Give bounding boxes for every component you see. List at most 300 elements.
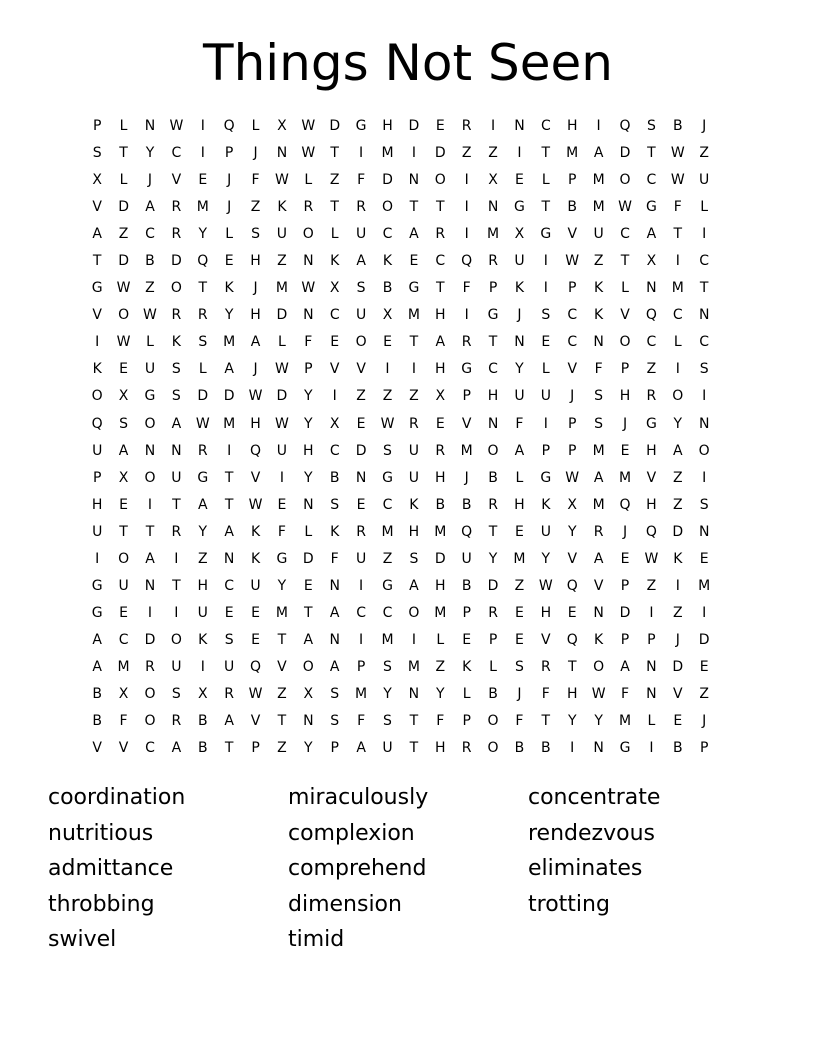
grid-cell: E <box>198 172 208 189</box>
grid-cell: V <box>356 361 366 378</box>
grid-cell: Z <box>382 388 393 405</box>
grid-cell: J <box>702 118 707 135</box>
grid-cell: I <box>702 226 707 243</box>
grid-cell: Y <box>145 145 155 162</box>
grid-cell: T <box>304 604 313 621</box>
grid-cell: M <box>460 442 473 459</box>
grid-cell: C <box>145 226 155 243</box>
grid-cell: S <box>330 686 340 702</box>
grid-cell: G <box>540 226 552 243</box>
grid-cell: J <box>227 172 232 189</box>
grid-cell: U <box>92 523 103 540</box>
grid-cell: Q <box>250 658 262 675</box>
grid-cell: H <box>197 577 209 594</box>
grid-cell: W <box>591 686 606 702</box>
grid-cell: I <box>702 469 707 486</box>
grid-cell: I <box>464 226 469 243</box>
grid-cell: M <box>196 199 209 216</box>
grid-cell: I <box>411 631 416 648</box>
grid-cell: P <box>462 713 471 730</box>
grid-cell: A <box>329 658 340 675</box>
grid-cell: S <box>646 118 656 135</box>
grid-cell: S <box>594 415 604 432</box>
grid-cell: U <box>171 469 182 486</box>
grid-cell: D <box>619 145 631 162</box>
grid-cell: Z <box>488 145 498 162</box>
grid-cell: A <box>92 658 102 675</box>
grid-cell: I <box>702 388 707 405</box>
grid-cell: M <box>592 172 605 189</box>
grid-cell: C <box>646 334 657 351</box>
grid-cell: Q <box>461 523 473 540</box>
grid-cell: M <box>381 523 394 540</box>
grid-cell: U <box>144 361 156 378</box>
grid-cell: M <box>592 199 605 216</box>
grid-row <box>84 465 717 492</box>
grid-cell: Q <box>197 253 209 270</box>
grid-cell: X <box>277 118 287 135</box>
word-column <box>528 780 768 958</box>
grid-cell: P <box>304 361 313 378</box>
grid-row <box>84 681 717 708</box>
word-item: admittance <box>48 856 174 881</box>
grid-cell: H <box>435 577 446 594</box>
grid-cell: D <box>223 388 235 405</box>
grid-cell: N <box>303 253 314 270</box>
word-list <box>48 780 768 958</box>
grid-cell: S <box>515 658 524 675</box>
grid-cell: L <box>278 334 286 351</box>
grid-cell: E <box>330 334 340 351</box>
grid-cell: F <box>357 713 366 730</box>
grid-cell: E <box>277 496 287 513</box>
grid-cell: O <box>144 415 156 432</box>
grid-cell: C <box>224 577 235 594</box>
grid-cell: U <box>118 577 129 594</box>
grid-cell: V <box>673 686 683 702</box>
grid-cell: N <box>303 307 314 324</box>
grid-cell: I <box>174 550 179 567</box>
grid-cell: N <box>593 334 604 351</box>
grid-cell: U <box>540 388 551 405</box>
grid-cell: D <box>276 307 288 324</box>
grid-cell: T <box>435 199 445 216</box>
grid-cell: N <box>408 172 420 189</box>
word-item: miraculously <box>288 785 429 810</box>
grid-cell: I <box>200 658 205 675</box>
grid-cell: A <box>224 523 234 540</box>
grid-cell: B <box>461 496 472 513</box>
grid-cell: O <box>487 740 499 757</box>
grid-cell: E <box>119 361 129 378</box>
grid-cell: U <box>461 550 472 567</box>
grid-cell: U <box>355 550 367 567</box>
grid-cell: B <box>382 280 393 297</box>
grid-cell: R <box>356 199 366 216</box>
grid-cell: D <box>144 631 156 648</box>
grid-cell: E <box>567 604 577 621</box>
grid-cell: C <box>382 496 393 513</box>
grid-cell: U <box>382 740 393 757</box>
grid-cell: A <box>593 145 604 162</box>
grid-cell: T <box>277 713 287 730</box>
grid-cell: K <box>409 496 419 513</box>
grid-cell: O <box>170 631 182 648</box>
grid-cell: H <box>487 388 499 405</box>
grid-cell: I <box>570 740 575 757</box>
grid-cell: E <box>383 334 392 351</box>
grid-row <box>84 573 717 600</box>
grid-cell: T <box>620 253 630 270</box>
grid-cell: T <box>198 280 208 297</box>
grid-cell: X <box>92 172 102 189</box>
grid-cell: Q <box>223 118 235 135</box>
grid-cell: A <box>620 658 630 675</box>
grid-cell: S <box>171 388 181 405</box>
grid-cell: V <box>92 307 102 324</box>
grid-cell: I <box>385 361 390 378</box>
grid-cell: K <box>594 631 604 648</box>
grid-cell: X <box>514 226 525 243</box>
grid-cell: Y <box>435 686 445 702</box>
grid-cell: D <box>329 118 341 135</box>
grid-cell: B <box>672 118 683 135</box>
grid-cell: J <box>253 280 258 297</box>
grid-cell: A <box>224 361 234 378</box>
grid-row <box>84 627 717 654</box>
grid-cell: D <box>698 631 710 648</box>
grid-cell: K <box>92 361 102 378</box>
grid-cell: C <box>329 307 340 324</box>
grid-cell: Z <box>356 388 366 405</box>
grid-cell: A <box>92 226 102 243</box>
grid-cell: T <box>409 334 419 351</box>
grid-cell: Q <box>645 307 657 324</box>
grid-cell: I <box>702 604 707 621</box>
grid-cell: G <box>461 361 473 378</box>
grid-cell: W <box>301 118 316 135</box>
grid-cell: B <box>488 469 498 486</box>
grid-cell: I <box>649 740 654 757</box>
grid-cell: C <box>435 253 446 270</box>
grid-cell: O <box>408 604 420 621</box>
grid-cell: J <box>464 469 469 486</box>
grid-cell: M <box>117 658 130 675</box>
grid-cell: V <box>461 415 472 432</box>
grid-cell: K <box>462 658 472 675</box>
grid-cell: S <box>541 307 551 324</box>
grid-cell: L <box>304 172 313 189</box>
grid-cell: J <box>570 388 575 405</box>
grid-cell: P <box>462 388 471 405</box>
letter-grid <box>84 113 717 762</box>
grid-cell: R <box>224 686 235 702</box>
grid-cell: Q <box>619 496 631 513</box>
word-item: swivel <box>48 927 117 952</box>
grid-cell: H <box>619 388 631 405</box>
grid-cell: N <box>593 604 604 621</box>
grid-cell: U <box>224 658 235 675</box>
grid-cell: S <box>699 361 709 378</box>
grid-cell: O <box>170 280 182 297</box>
grid-cell: A <box>593 550 604 567</box>
grid-cell: L <box>225 226 234 243</box>
grid-cell: H <box>250 307 261 324</box>
grid-cell: H <box>566 686 578 702</box>
grid-cell: B <box>197 713 208 730</box>
grid-cell: S <box>699 496 709 513</box>
grid-cell: I <box>411 361 416 378</box>
grid-cell: F <box>594 361 603 378</box>
grid-cell: O <box>487 442 499 459</box>
grid-cell: L <box>700 199 709 216</box>
grid-cell: Z <box>145 280 155 297</box>
grid-cell: A <box>118 442 129 459</box>
grid-cell: D <box>276 388 288 405</box>
grid-cell: Q <box>250 442 262 459</box>
grid-cell: A <box>250 334 261 351</box>
grid-cell: I <box>200 145 205 162</box>
grid-cell: R <box>171 713 182 730</box>
grid-cell: T <box>172 496 181 513</box>
grid-cell: D <box>118 199 129 216</box>
grid-cell: O <box>302 226 314 243</box>
grid-row <box>84 546 717 573</box>
grid-cell: I <box>543 253 548 270</box>
grid-cell: X <box>118 469 129 486</box>
grid-cell: I <box>359 577 364 594</box>
grid-cell: K <box>382 253 393 270</box>
grid-cell: W <box>195 415 210 432</box>
word-item: coordination <box>48 785 186 810</box>
grid-cell: W <box>380 415 395 432</box>
grid-cell: I <box>332 388 337 405</box>
grid-cell: T <box>567 658 577 675</box>
grid-cell: X <box>646 253 657 270</box>
grid-cell: K <box>330 523 340 540</box>
grid-cell: P <box>92 118 102 135</box>
grid-cell: D <box>434 550 446 567</box>
grid-cell: Z <box>699 686 709 702</box>
grid-cell: N <box>144 442 156 459</box>
grid-cell: E <box>409 253 419 270</box>
grid-cell: K <box>673 550 683 567</box>
grid-cell: P <box>620 361 630 378</box>
grid-cell: T <box>409 713 419 730</box>
grid-cell: V <box>171 172 182 189</box>
grid-cell: Y <box>567 523 577 540</box>
grid-cell: L <box>462 686 471 702</box>
grid-cell: F <box>462 280 471 297</box>
grid-cell: T <box>541 145 551 162</box>
grid-cell: O <box>619 334 631 351</box>
grid-cell: Z <box>277 686 287 702</box>
grid-cell: M <box>355 686 368 702</box>
grid-cell: U <box>699 172 710 189</box>
grid-cell: C <box>699 253 710 270</box>
grid-cell: V <box>277 658 287 675</box>
grid-cell: W <box>670 172 685 189</box>
grid-cell: W <box>116 280 131 297</box>
grid-cell: U <box>593 226 604 243</box>
grid-cell: E <box>356 496 366 513</box>
grid-cell: E <box>515 631 524 648</box>
grid-cell: T <box>330 199 339 216</box>
grid-cell: Z <box>593 253 604 270</box>
grid-row <box>84 113 717 140</box>
grid-cell: A <box>303 631 314 648</box>
grid-cell: G <box>619 740 631 757</box>
grid-cell: G <box>276 550 288 567</box>
grid-cell: S <box>330 496 340 513</box>
grid-cell: E <box>620 442 630 459</box>
grid-cell: W <box>275 172 289 189</box>
grid-cell: B <box>92 713 102 730</box>
grid-cell: N <box>514 334 525 351</box>
grid-cell: P <box>488 280 498 297</box>
grid-cell: A <box>409 577 419 594</box>
grid-cell: E <box>119 496 129 513</box>
grid-cell: I <box>675 253 680 270</box>
grid-cell: D <box>382 172 393 189</box>
grid-cell: I <box>359 145 364 162</box>
grid-row <box>84 248 717 275</box>
grid-cell: K <box>277 199 287 216</box>
grid-cell: I <box>490 118 496 135</box>
grid-cell: W <box>644 550 659 567</box>
grid-cell: N <box>223 550 235 567</box>
grid-cell: G <box>645 199 657 216</box>
grid-cell: Z <box>672 469 683 486</box>
grid-cell: H <box>435 307 446 324</box>
grid-cell: M <box>618 469 632 486</box>
grid-cell: F <box>673 199 682 216</box>
grid-cell: R <box>435 226 446 243</box>
grid-cell: T <box>488 334 498 351</box>
grid-cell: Z <box>277 253 287 270</box>
grid-cell: Y <box>304 388 313 405</box>
grid-cell: A <box>356 740 366 757</box>
word-item: timid <box>288 927 345 952</box>
grid-cell: P <box>92 469 102 486</box>
grid-cell: C <box>488 361 498 378</box>
grid-cell: B <box>329 469 340 486</box>
grid-cell: U <box>408 442 419 459</box>
grid-cell: W <box>275 361 289 378</box>
grid-cell: Z <box>514 577 525 594</box>
word-item: eliminates <box>528 856 643 881</box>
grid-cell: L <box>515 469 524 486</box>
grid-cell: C <box>540 118 551 135</box>
grid-cell: A <box>514 442 525 459</box>
grid-cell: E <box>251 631 260 648</box>
grid-cell: B <box>567 199 578 216</box>
grid-cell: W <box>538 577 553 594</box>
grid-cell: H <box>250 415 261 432</box>
grid-cell: T <box>224 469 234 486</box>
grid-cell: C <box>118 631 129 648</box>
grid-cell: R <box>197 307 208 324</box>
grid-cell: A <box>197 496 208 513</box>
grid-cell: I <box>464 199 469 216</box>
grid-cell: R <box>488 604 498 621</box>
grid-cell: I <box>95 334 100 351</box>
word-item: comprehend <box>288 856 427 881</box>
grid-cell: S <box>330 713 340 730</box>
grid-cell: T <box>172 577 181 594</box>
grid-cell: L <box>119 172 128 189</box>
word-item: nutritious <box>48 820 154 846</box>
grid-cell: T <box>673 226 683 243</box>
grid-cell: R <box>356 523 366 540</box>
grid-cell: L <box>673 334 682 351</box>
grid-cell: V <box>118 740 129 757</box>
grid-cell: C <box>145 740 155 757</box>
grid-cell: M <box>592 442 605 459</box>
grid-cell: Y <box>198 523 208 540</box>
grid-cell: D <box>170 253 182 270</box>
grid-row <box>84 221 717 248</box>
grid-cell: Y <box>304 415 313 432</box>
grid-cell: A <box>329 604 340 621</box>
grid-cell: Q <box>91 415 103 432</box>
grid-cell: Q <box>566 577 578 594</box>
grid-cell: L <box>489 658 497 675</box>
grid-cell: E <box>119 604 129 621</box>
grid-cell: O <box>302 658 314 675</box>
word-item: complexion <box>288 820 415 846</box>
grid-cell: A <box>171 415 182 432</box>
grid-cell: O <box>381 199 393 216</box>
grid-cell: D <box>197 388 209 405</box>
grid-cell: V <box>646 469 657 486</box>
grid-cell: D <box>487 577 499 594</box>
grid-cell: U <box>355 307 367 324</box>
grid-cell: Z <box>197 550 208 567</box>
grid-cell: X <box>118 686 129 702</box>
grid-cell: M <box>592 496 605 513</box>
grid-row <box>84 654 717 681</box>
grid-cell: J <box>253 361 258 378</box>
grid-cell: T <box>119 523 128 540</box>
grid-cell: C <box>567 307 578 324</box>
grid-cell: Z <box>250 199 261 216</box>
grid-cell: R <box>593 523 604 540</box>
grid-cell: P <box>568 280 577 297</box>
grid-cell: Y <box>383 686 392 702</box>
grid-cell: N <box>144 118 156 135</box>
grid-cell: R <box>488 496 498 513</box>
grid-cell: R <box>145 658 155 675</box>
grid-cell: C <box>567 334 578 351</box>
grid-cell: J <box>253 145 258 162</box>
grid-cell: W <box>248 496 263 513</box>
grid-cell: T <box>488 523 498 540</box>
grid-cell: V <box>567 550 578 567</box>
grid-cell: I <box>464 172 469 189</box>
grid-cell: C <box>329 442 340 459</box>
grid-cell: S <box>356 280 366 297</box>
grid-cell: D <box>355 442 367 459</box>
word-item: trotting <box>528 891 610 917</box>
grid-cell: O <box>672 388 684 405</box>
grid-cell: A <box>145 199 155 216</box>
grid-cell: I <box>649 604 654 621</box>
grid-cell: I <box>596 118 601 135</box>
grid-cell: E <box>435 118 445 135</box>
grid-cell: B <box>92 686 102 702</box>
grid-cell: Z <box>672 496 683 513</box>
